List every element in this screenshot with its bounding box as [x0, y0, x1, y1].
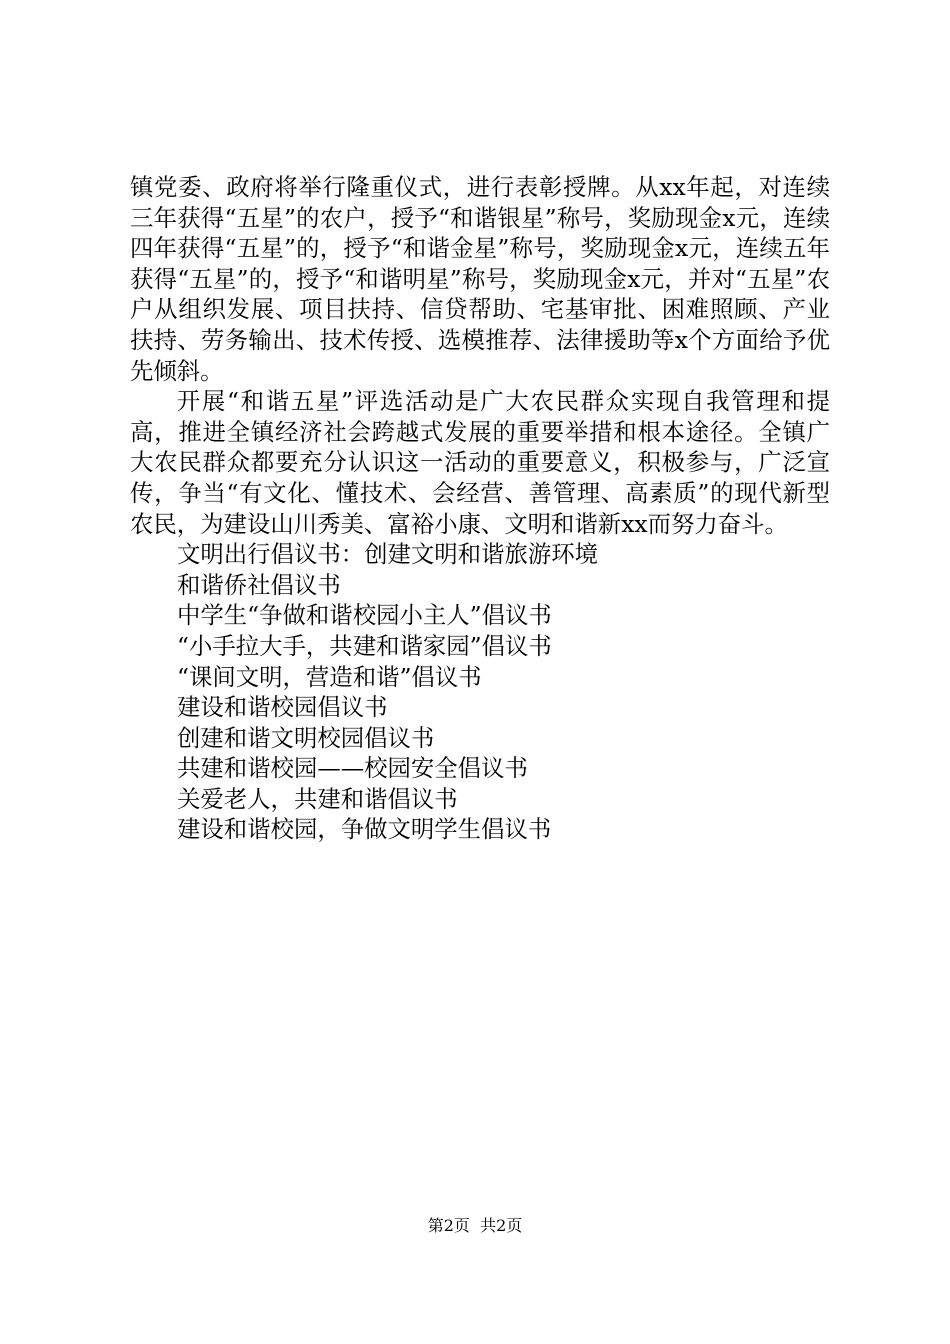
- related-title: 中学生“争做和谐校园小主人”倡议书: [177, 601, 552, 630]
- page-footer: 第2页 共2页: [427, 1216, 523, 1235]
- paragraph-appeal: 开展“和谐五星”评选活动是广大农民群众实现自我管理和提高，推进全镇经济社会跨越式发展的重要举措和根本途径。全镇广大农民群众都要充分认识这一活动的重要意义，积极参与，广泛宣传，争当“有文化、懂技术、会经营、善管理、高素质”的现代新型农民，为建设山川秀美、富裕小康、文明和谐新xx而努力奋斗。: [130, 387, 830, 538]
- related-title: 建设和谐校园倡议书: [177, 693, 388, 722]
- related-title: “小手拉大手，共建和谐家园”倡议书: [177, 631, 552, 660]
- related-titles-list: [130, 539, 830, 845]
- related-title: 建设和谐校园，争做文明学生倡议书: [177, 815, 552, 844]
- related-title: 关爱老人，共建和谐倡议书: [177, 784, 458, 813]
- related-title: 创建和谐文明校园倡议书: [177, 723, 435, 752]
- paragraph-award-rules: 镇党委、政府将举行隆重仪式，进行表彰授牌。从xx年起，对连续三年获得“五星”的农户，授予“和谐银星”称号，奖励现金x元，连续四年获得“五星”的，授予“和谐金星”称号，奖励现金x元，连续五年获得“五星”的，授予“和谐明星”称号，奖励现金x元，并对“五星”农户从组织发展、项目扶持、信贷帮助、宅基审批、困难照顾、产业扶持、劳务输出、技术传授、选模推荐、法律援助等x个方面给予优先倾斜。: [130, 173, 830, 385]
- related-title: “课间文明，营造和谐”倡议书: [177, 662, 482, 691]
- document-body: [130, 172, 830, 845]
- related-title: 和谐侨社倡议书: [177, 570, 341, 599]
- related-title: 共建和谐校园——校园安全倡议书: [177, 754, 528, 783]
- related-title: 文明出行倡议书：创建文明和谐旅游环境: [177, 540, 599, 569]
